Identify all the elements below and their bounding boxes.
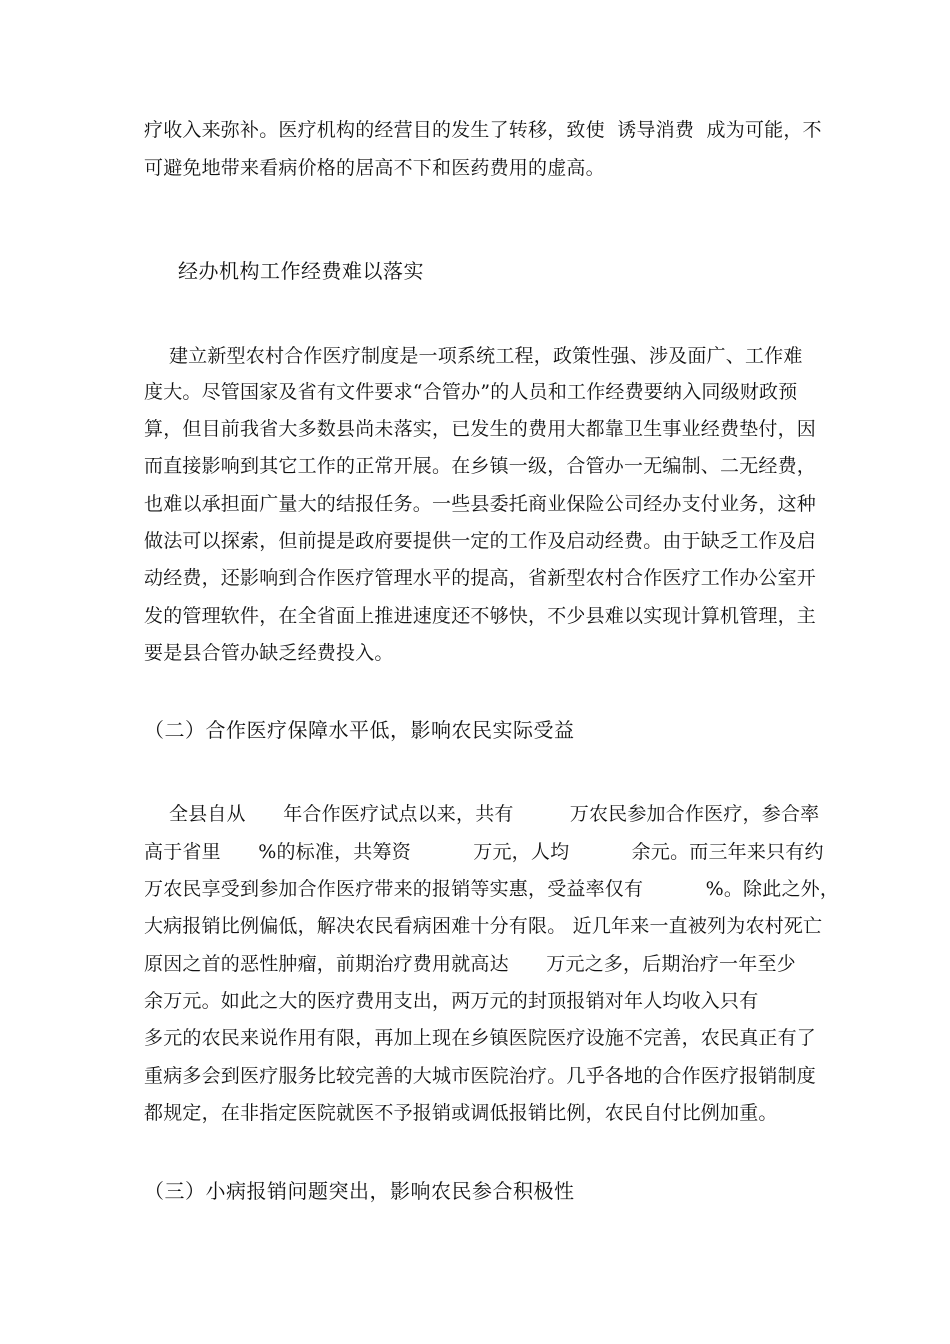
funding-line-3: 算，但目前我省大多数县尚未落实，已发生的费用大都靠卫生事业经费垫付，因 bbox=[144, 418, 817, 440]
section-two-line-6: 余万元。如此之大的医疗费用支出，两万元的封顶报销对年人均收入只有 bbox=[144, 990, 759, 1012]
section-two-line-4: 大病报销比例偏低，解决农民看病困难十分有限。 近几年来一直被列为农村死亡 bbox=[144, 915, 823, 937]
section-heading-funding: 经办机构工作经费难以落实 bbox=[178, 259, 424, 283]
section-two-line-3: 万农民享受到参加合作医疗带来的报销等实惠，受益率仅有 %。除此之外， bbox=[144, 878, 840, 900]
intro-line-2: 可避免地带来看病价格的居高不下和医药费用的虚高。 bbox=[144, 157, 605, 179]
section-two-line-1: 全县自从 年合作医疗试点以来，共有 万农民参加合作医疗，参合率 bbox=[144, 803, 820, 825]
section-heading-three: （三）小病报销问题突出，影响农民参合积极性 bbox=[144, 1179, 575, 1203]
funding-line-6: 做法可以探索，但前提是政府要提供一定的工作及启动经费。由于缺乏工作及启 bbox=[144, 530, 817, 552]
funding-line-7: 动经费，还影响到合作医疗管理水平的提高，省新型农村合作医疗工作办公室开 bbox=[144, 567, 817, 589]
funding-line-4: 而直接影响到其它工作的正常开展。在乡镇一级，合管办一无编制、二无经费， bbox=[144, 455, 817, 477]
funding-line-2: 度大。尽管国家及省有文件要求“合管办”的人员和工作经费要纳入同级财政预 bbox=[144, 381, 798, 403]
section-two-line-9: 都规定，在非指定医院就医不予报销或调低报销比例，农民自付比例加重。 bbox=[144, 1102, 778, 1124]
funding-line-1: 建立新型农村合作医疗制度是一项系统工程，政策性强、涉及面广、工作难 bbox=[144, 345, 803, 367]
intro-line-1: 疗收入来弥补。医疗机构的经营目的发生了转移，致使 诱导消费 成为可能，不 bbox=[144, 119, 822, 141]
funding-line-8: 发的管理软件，在全省面上推进速度还不够快，不少县难以实现计算机管理，主 bbox=[144, 605, 817, 627]
funding-line-5: 也难以承担面广量大的结报任务。一些县委托商业保险公司经办支付业务，这种 bbox=[144, 493, 817, 515]
section-two-line-2: 高于省里 %的标准，共筹资 万元，人均 余元。而三年来只有约 bbox=[144, 841, 824, 863]
section-heading-two: （二）合作医疗保障水平低，影响农民实际受益 bbox=[144, 718, 575, 742]
section-two-line-7: 多元的农民来说作用有限，再加上现在乡镇医院医疗设施不完善，农民真正有了 bbox=[144, 1027, 817, 1049]
section-two-line-8: 重病多会到医疗服务比较完善的大城市医院治疗。几乎各地的合作医疗报销制度 bbox=[144, 1065, 817, 1087]
section-two-line-5: 原因之首的恶性肿瘤，前期治疗费用就高达 万元之多，后期治疗一年至少 bbox=[144, 953, 796, 975]
funding-line-9: 要是县合管办缺乏经费投入。 bbox=[144, 642, 394, 664]
